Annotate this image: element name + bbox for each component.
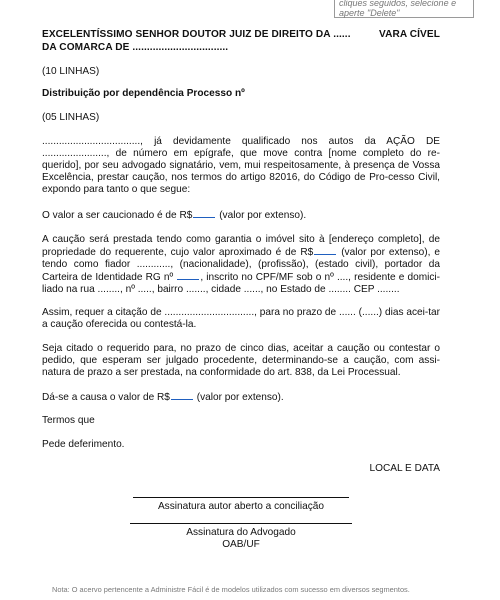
case-value-text: Dá-se a causa o valor de R$	[42, 392, 170, 403]
footer-note	[52, 585, 452, 594]
paragraph-qualification: ..................................., já devidamente qualificado nos autos da AÇÃO DE ......................., de número em epígrafe, que move contra [nome completo do re-querido], por seu advogado signatário, vem, mui respeitosamente, à presença de Vossa Excelência, prestar caução, nos termos do artigo 82016, do Código de Pro-cesso Civil, expondo para tanto o que segue:	[42, 136, 440, 195]
lawyer-signature-block	[130, 523, 352, 551]
amount-text: O valor a ser caucionado é de R$	[42, 210, 193, 221]
lawyer-signature-label: Assinatura do Advogado	[186, 527, 296, 538]
case-value-blank[interactable]	[171, 391, 193, 400]
paragraph-guarantee: A caução será prestada tendo como garantia o imóvel sito à [endereço completo], de propriedade do requerente, cujo valor aproximado é de R$ (valor por extenso), e tendo como fiador ............, (nacionalidade), (profissão), (estado civil), portador da Carteira de Identidade RG nº , inscrito no CPF/MF sob o nº ...., residente e domici-liado na rua ........, nº ....., bairro ......., cidade ......, no Estado de ........ CEP ........	[42, 234, 441, 295]
ten-lines-note: (10 LINHAS)	[42, 66, 100, 77]
oab-label: OAB/UF	[222, 539, 260, 550]
header-line-2: DA COMARCA DE .................................	[42, 41, 229, 53]
paragraph-citation: Assim, requer a citação de ................................, para no prazo de ...... (......) dias acei-tar a caução oferecida ou contestá-la.	[42, 307, 440, 330]
guarantee-text-c: inscrito no CPF/MF sob o nº ...., residente e domici-liado na rua ........, nº ....., bairro ......., cidade ......, no Estado de ........ CEP ........	[42, 272, 440, 295]
five-lines-note: (05 LINHAS)	[42, 112, 100, 123]
distribution-title: Distribuição por dependência Processo nº	[42, 88, 245, 99]
paragraph-amount	[42, 209, 440, 222]
tooltip-line-2: aperte "Delete"	[339, 8, 400, 18]
closing-request: Pede deferimento.	[42, 439, 125, 450]
author-signature-label: Assinatura autor aberto a conciliação	[157, 501, 325, 512]
header-line-1-left: EXCELENTÍSSIMO SENHOR DOUTOR JUIZ DE DIREITO DA ......	[42, 29, 351, 40]
note-text: O acervo pertencente a Administre Fácil é de modelos utilizados com sucesso em diversos segmentos.	[71, 585, 410, 594]
property-value-blank[interactable]	[314, 246, 336, 255]
author-signature-block	[133, 497, 349, 513]
petition-document	[42, 29, 441, 474]
note-label: Nota:	[52, 585, 70, 594]
amount-blank[interactable]	[193, 209, 215, 218]
rg-blank[interactable]	[177, 271, 199, 280]
amount-suffix: (valor por extenso).	[219, 210, 307, 221]
paragraph-case-value	[42, 391, 440, 404]
paragraph-summons: Seja citado o requerido para, no prazo de cinco dias, aceitar a caução ou contestar o pedido, que esperam ser julgado procedente, determinando-se a caução, com assi-natura de prazo a ser prestada, na conformidade do art. 838, da Lei Processual.	[42, 343, 440, 378]
guarantee-text-a: A caução será prestada tendo como garantia o imóvel sito à [endereço completo], de propriedade do requerente, cujo valor aproximado é de R$	[42, 234, 440, 258]
petition-header	[42, 29, 440, 54]
edit-hint-tooltip	[334, 0, 474, 18]
place-and-date: LOCAL E DATA	[369, 463, 440, 474]
tooltip-line-1: cliques seguidos, selecione e	[339, 0, 457, 8]
case-value-suffix: (valor por extenso).	[196, 392, 284, 403]
header-line-1-right: VARA CÍVEL	[378, 29, 440, 40]
closing-terms: Termos que	[42, 415, 95, 426]
guarantee-text-b: (valor por extenso), e tendo como fiador ............, (nacionalidade), (profissão), (estado civil), portador da Carteira de Identidade RG nº	[42, 247, 441, 283]
